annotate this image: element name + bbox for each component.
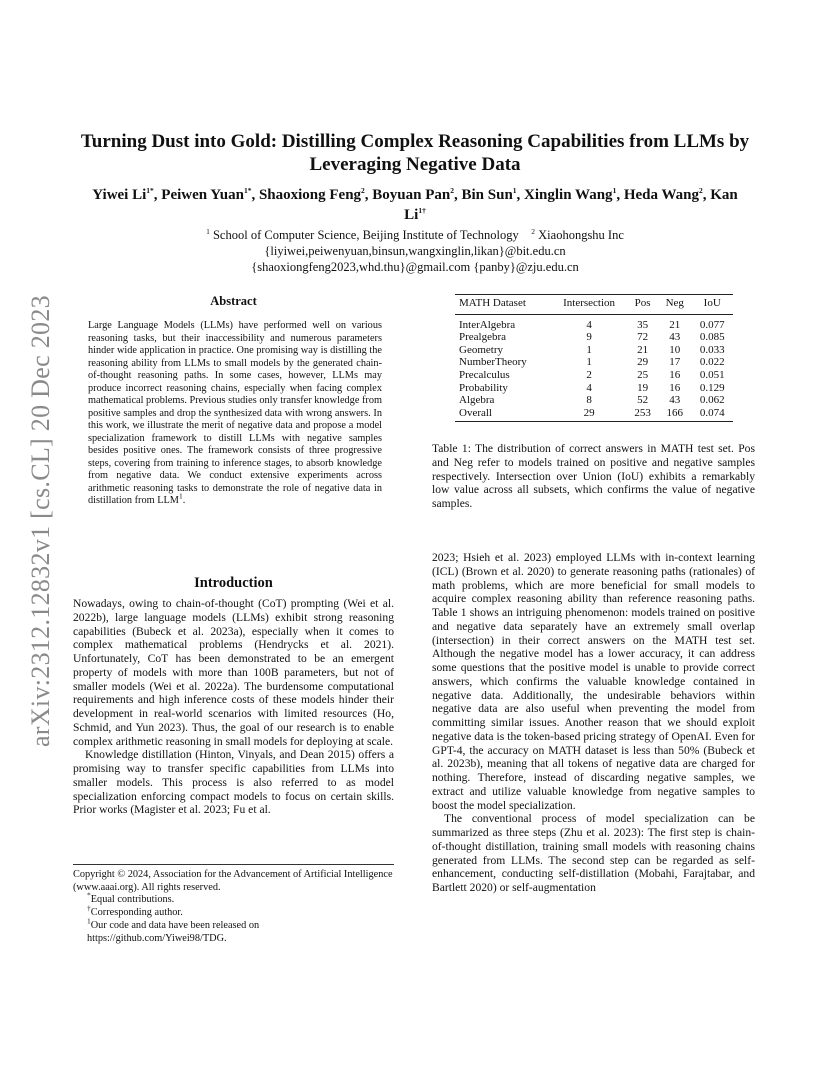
abstract-text: Large Language Models (LLMs) have performed well on various reasoning tasks, but their inaccessibility and numerous parameters hinder wide application in practice. One promising way is distilling the reasoning ability from LLMs to small models by the generated chain-of-thought reasoning paths. In some cases, however, LLMs may produce incorrect reasoning chains, especially when facing complex mathematical problems. Previous studies only transfer knowledge from positive samples and drop the synthesized data with wrong answers. In this work, we illustrate the merit of negative data and propose a model specialization framework to distill LLMs with negative samples besides positive ones. The framework consists of three progressive steps, covering from training to inference stages, to absorb knowledge from negative data. We conduct extensive experiments across arithmetic reasoning tasks to demonstrate the role of negative data in distillation from LLM$^1$. [88, 320, 382, 506]
paper-title: Turning Dust into Gold: Distilling Complex Reasoning Capabilities from LLMs by Leveraging Negative Data [80, 131, 750, 175]
email-line-other: {shaoxiongfeng2023,whd.thu}@gmail.com {panby}@zju.edu.cn [251, 260, 579, 274]
abstract-heading: Abstract [210, 294, 257, 308]
right-paragraph-1: 2023; Hsieh et al. 2023) employed LLMs with in-context learning (ICL) (Brown et al. 2020) to generate reasoning paths (rationales) of math problems, which are more beneficial for small models to acquire complex reasoning ability than reference reasoning paths. Table 1 shows an intriguing phenomenon: models trained on positive and negative data separately have an extremely small overlap (intersection) in their correct answers on the MATH test set. Although the negative model has a lower accuracy, it can address some questions that the positive model is unable to provide correct answers, which confirms the valuable knowledge contained in negative data. Additionally, the undesirable behaviors within negative data are also useful when preventing the model from committing similar issues. Another reason that we should exploit negative data is the token-based pricing strategy of OpenAI. Even for GPT-4, the accuracy on MATH dataset is less than 50% (Bubeck et al. 2023b), meaning that all tokens of negative data are charged for nothing. Therefore, instead of discarding negative samples, we extract and utilize valuable knowledge from negative samples to boost the model specialization. [432, 551, 755, 812]
table-row: Prealgebra 9 72 43 0.085 [459, 331, 725, 344]
affiliation-line: $^1$ School of Computer Science, Beijing Institute of Technology $^2$ Xiaohongshu Inc [206, 226, 624, 242]
intro-paragraph-1: Nowadays, owing to chain-of-thought (CoT) prompting (Wei et al. 2022b), large language models (LLMs) exhibit strong reasoning capabilities (Bubeck et al. 2023a), especially when it comes to complex mathematical problems (Hendrycks et al. 2021). Unfortunately, CoT has been demonstrated to be an emergent property of models with more than 100B parameters, but not of smaller models (Wei et al. 2022a). The burdensome computational requirements and high inference costs of these models hinder their development in real-world scenarios with limited resources (Ho, Schmid, and Yun 2023). Thus, the goal of our research is to enable complex arithmetic reasoning in small models for deploying at scale. [73, 597, 394, 748]
footnotes [73, 869, 394, 945]
introduction-heading: Introduction [194, 575, 273, 591]
table-header: IoU [691, 295, 733, 315]
table-header: Pos [627, 295, 658, 315]
arxiv-stamp-text: arXiv:2312.12832v1 [cs.CL] 20 Dec 2023 [26, 295, 56, 747]
table-row: NumberTheory 1 29 17 0.022 [459, 356, 725, 369]
footnote-code: $^1$Our code and data have been released on https://github.com/Yiwei98/TDG. [87, 916, 260, 944]
copyright-note: Copyright © 2024, Association for the Advancement of Artificial Intelligence (www.aaai.org). All rights reserved. [73, 869, 393, 893]
table-header: MATH Dataset [455, 295, 551, 315]
table-row: Probability 4 19 16 0.129 [459, 381, 725, 394]
footnote-rule [73, 864, 394, 865]
footnote-corresponding: †Corresponding author. [87, 903, 183, 919]
table-caption: Table 1: The distribution of correct answers in MATH test set. Pos and Neg refer to models trained on positive and negative samples respectively. Intersection over Union (IoU) exhibits a remarkably low value across all subsets, which confirms the value of negative samples. [432, 442, 755, 510]
introduction-body [73, 597, 394, 817]
table-row: Geometry 1 21 10 0.033 [459, 343, 725, 356]
table-row: Precalculus 2 25 16 0.051 [459, 368, 725, 381]
author-list: Yiwei $Li^{1*}$, Peiwen Yuan$^{1*}$, Shaoxiong Feng$^2$, Boyuan Pan$^2$, Bin Sun$^1$, Xinglin Wang$^1$, Heda Wang$^2$, Kan $Li^{1\dagger}$ [92, 186, 738, 223]
footnote-equal: *Equal contributions. [87, 890, 175, 906]
table-row: Algebra 8 52 43 0.062 [459, 394, 725, 407]
right-column-body [432, 551, 755, 895]
table-header-row [455, 295, 733, 315]
table-header: Intersection [551, 295, 627, 315]
table-header: Neg [658, 295, 691, 315]
intro-paragraph-2: Knowledge distillation (Hinton, Vinyals, and Dean 2015) offers a promising way to transfer specific capabilities from LLMs into smaller models. This process is also referred to as model specialization enforcing compact models to focus on certain skills. Prior works (Magister et al. 2023; Fu et al. [73, 748, 394, 817]
arxiv-stamp [24, 286, 58, 756]
table-row: InterAlgebra 4 35 21 0.077 [459, 318, 725, 331]
email-line-bit: {liyiwei,peiwenyuan,binsun,wangxinglin,likan}@bit.edu.cn [264, 244, 566, 258]
table-row-overall: Overall 29 253 166 0.074 [455, 407, 733, 422]
right-paragraph-2: The conventional process of model specialization can be summarized as three steps (Zhu et al. 2023): The first step is chain-of-thought distillation, training small models with reasoning chains generated from LLMs. The second step can be regarded as self-enhancement, conducting self-distillation (Mobahi, Farajtabar, and Bartlett 2020) or self-augmentation [432, 812, 755, 894]
affiliations [90, 227, 740, 275]
math-results-table [455, 294, 733, 422]
